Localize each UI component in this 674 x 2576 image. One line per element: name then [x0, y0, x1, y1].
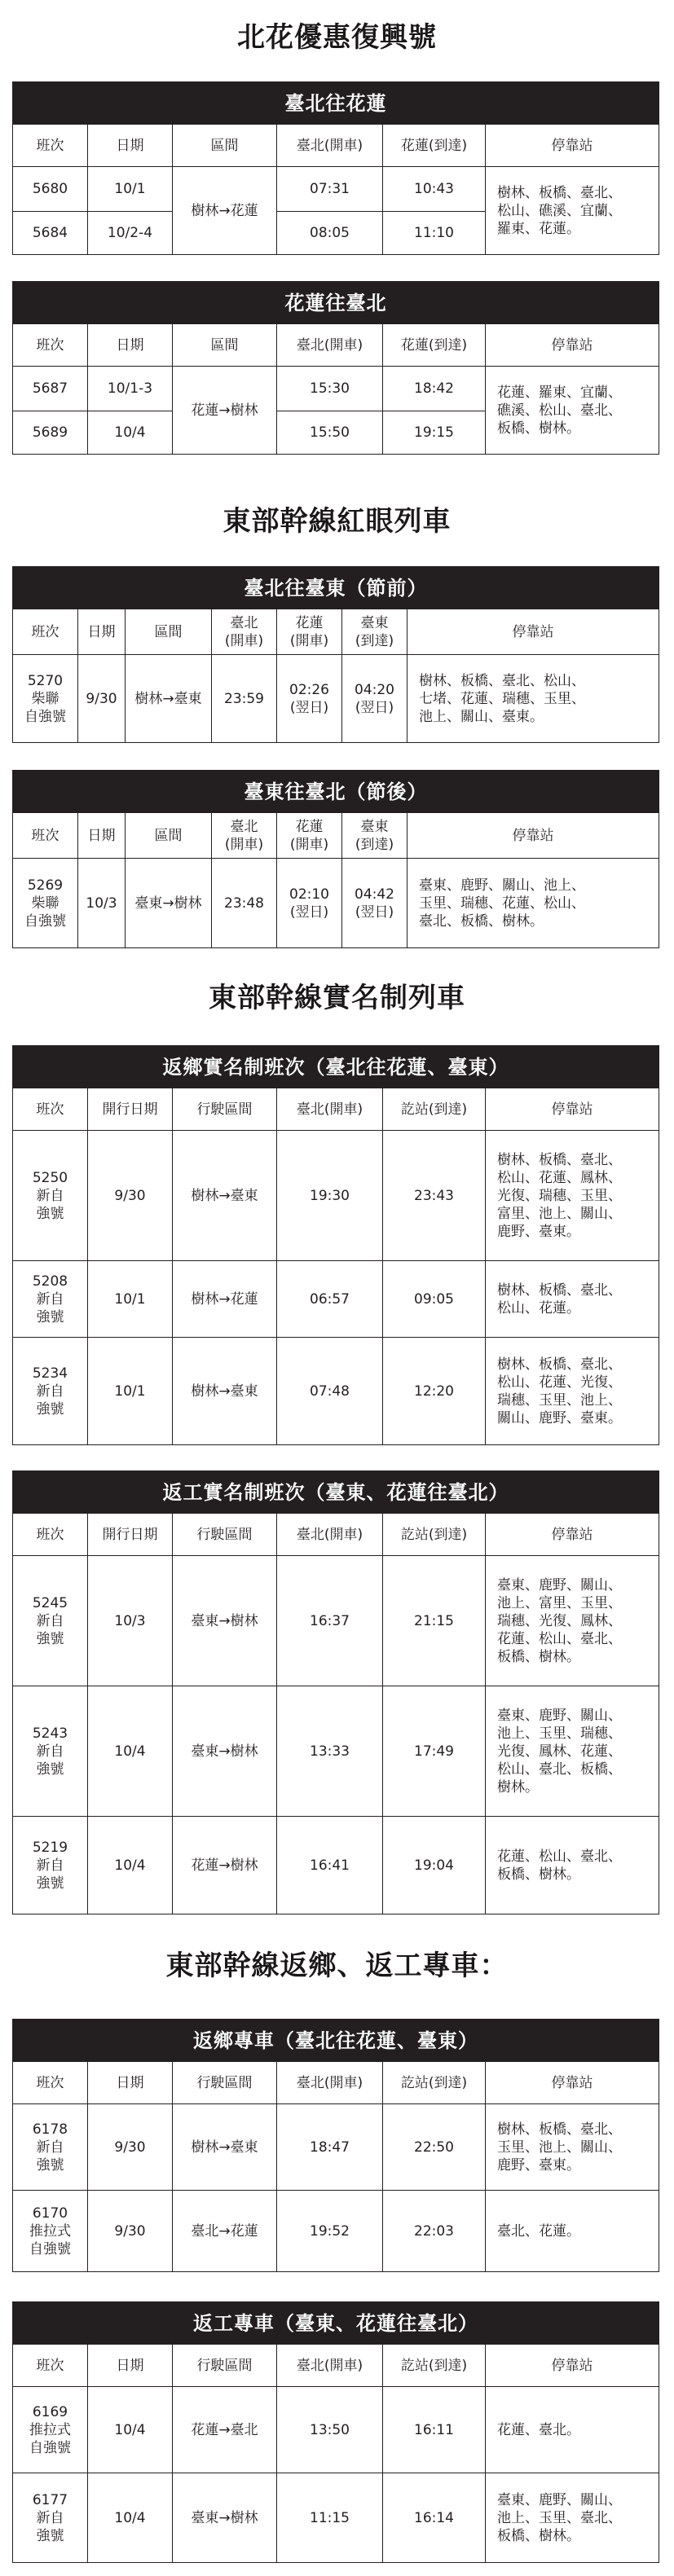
column-header: 臺北(開車)	[277, 2062, 383, 2104]
stops-cell: 花蓮、松山、臺北、 板橋、樹林。	[486, 1817, 659, 1914]
column-header: 停靠站	[407, 609, 659, 655]
timetable-return-special	[12, 2301, 659, 2563]
timetable-taipei-to-hualien	[12, 81, 659, 255]
arrive-time: 04:20 (翌日)	[342, 655, 407, 743]
stops-cell: 臺東、鹿野、關山、 池上、玉里、臺北、 板橋、樹林。	[486, 2473, 659, 2563]
column-header: 日期	[88, 2345, 173, 2387]
date-cell: 9/30	[88, 1131, 173, 1261]
table-row	[13, 1131, 659, 1261]
arrive-time: 09:05	[383, 1261, 486, 1338]
date-cell: 10/4	[88, 1817, 173, 1914]
column-header: 停靠站	[486, 1514, 659, 1556]
stops-cell: 臺東、鹿野、關山、 池上、富里、玉里、 瑞穗、光復、鳳林、 花蓮、松山、臺北、 板橋、樹林。	[486, 1556, 659, 1686]
column-header: 日期	[88, 324, 173, 367]
route-cell: 樹林→花蓮	[173, 1261, 277, 1338]
column-header: 停靠站	[486, 2345, 659, 2387]
date-cell: 9/30	[88, 2191, 173, 2272]
route-cell: 樹林→臺東	[173, 2104, 277, 2191]
column-header: 班次	[13, 1514, 88, 1556]
column-header: 臺東 (到達)	[342, 609, 407, 655]
arrive-time: 16:11	[383, 2387, 486, 2473]
timetable-homebound-realname	[12, 1045, 659, 1445]
column-header: 行駛區間	[173, 2062, 277, 2104]
train-number: 5219 新自 強號	[13, 1817, 88, 1914]
table-row	[13, 1686, 659, 1817]
arrive-time: 21:15	[383, 1556, 486, 1686]
stops-cell: 花蓮、羅東、宜蘭、 礁溪、松山、臺北、 板橋、樹林。	[486, 367, 659, 455]
date-cell: 10/4	[88, 2387, 173, 2473]
table-row	[13, 859, 659, 948]
depart-time: 13:50	[277, 2387, 383, 2473]
arrive-time: 22:50	[383, 2104, 486, 2191]
section-title: 東部幹線紅眼列車	[222, 505, 452, 538]
train-number: 6170 推拉式 自強號	[13, 2191, 88, 2272]
arrive-time: 23:43	[383, 1131, 486, 1261]
date-cell: 10/3	[88, 1556, 173, 1686]
column-header: 訖站(到達)	[383, 1514, 486, 1556]
column-header: 班次	[13, 2345, 88, 2387]
stops-cell: 花蓮、臺北。	[486, 2387, 659, 2473]
stops-cell: 樹林、板橋、臺北、 松山、礁溪、宜蘭、 羅東、花蓮。	[486, 167, 659, 255]
train-number: 5208 新自 強號	[13, 1261, 88, 1338]
arrive-time: 12:20	[383, 1338, 486, 1445]
route-cell: 樹林→臺東	[173, 1338, 277, 1445]
train-number: 6169 推拉式 自強號	[13, 2387, 88, 2473]
column-header: 區間	[173, 125, 277, 167]
table-row	[13, 1338, 659, 1445]
table-caption: 臺北往臺東（節前）	[13, 567, 659, 609]
stops-cell: 樹林、板橋、臺北、 松山、花蓮、光復、 瑞穗、玉里、池上、 關山、鹿野、臺東。	[486, 1338, 659, 1445]
depart-time: 18:47	[277, 2104, 383, 2191]
table-row	[13, 2104, 659, 2191]
arrive-time: 19:15	[383, 411, 486, 455]
date-cell: 10/4	[88, 1686, 173, 1817]
route-cell: 樹林→臺東	[173, 1131, 277, 1261]
stops-cell: 臺東、鹿野、關山、池上、 玉里、瑞穗、花蓮、松山、 臺北、板橋、樹林。	[407, 859, 659, 948]
table-caption: 臺北往花蓮	[13, 82, 659, 125]
arrive-time: 17:49	[383, 1686, 486, 1817]
route-cell: 花蓮→臺北	[173, 2387, 277, 2473]
depart-time: 06:57	[277, 1261, 383, 1338]
column-header: 區間	[173, 324, 277, 367]
column-header: 臺北(開車)	[277, 324, 383, 367]
arrive-time: 11:10	[383, 212, 486, 255]
depart-time: 15:50	[277, 411, 383, 455]
hualien-time: 02:26 (翌日)	[277, 655, 342, 743]
column-header: 臺東 (到達)	[342, 813, 407, 859]
train-number: 5234 新自 強號	[13, 1338, 88, 1445]
column-header: 開行日期	[88, 1088, 173, 1131]
column-header: 區間	[126, 609, 212, 655]
table-row	[13, 655, 659, 743]
depart-time: 16:37	[277, 1556, 383, 1686]
arrive-time: 10:43	[383, 167, 486, 212]
table-caption: 臺東往臺北（節後）	[13, 771, 659, 813]
column-header: 班次	[13, 125, 88, 167]
column-header: 日期	[78, 813, 126, 859]
route-cell: 花蓮→樹林	[173, 367, 277, 455]
column-header: 停靠站	[486, 125, 659, 167]
arrive-time: 18:42	[383, 367, 486, 411]
column-header: 花蓮 (開車)	[277, 813, 342, 859]
column-header: 停靠站	[486, 1088, 659, 1131]
train-number: 5684	[13, 212, 88, 255]
column-header: 班次	[13, 324, 88, 367]
stops-cell: 臺東、鹿野、關山、 池上、玉里、瑞穗、 光復、鳳林、花蓮、 松山、臺北、板橋、 樹林。	[486, 1686, 659, 1817]
arrive-time: 04:42 (翌日)	[342, 859, 407, 948]
column-header: 日期	[88, 2062, 173, 2104]
depart-time: 07:31	[277, 167, 383, 212]
timetable-return-realname	[12, 1470, 659, 1914]
column-header: 停靠站	[486, 2062, 659, 2104]
stops-cell: 臺北、花蓮。	[486, 2191, 659, 2272]
column-header: 花蓮(到達)	[383, 324, 486, 367]
column-header: 行駛區間	[173, 1514, 277, 1556]
column-header: 區間	[126, 813, 212, 859]
train-number: 5269 柴聯 自強號	[13, 859, 78, 948]
train-number: 6178 新自 強號	[13, 2104, 88, 2191]
column-header: 訖站(到達)	[383, 2345, 486, 2387]
stops-cell: 樹林、板橋、臺北、 松山、花蓮。	[486, 1261, 659, 1338]
depart-time: 13:33	[277, 1686, 383, 1817]
route-cell: 樹林→花蓮	[173, 167, 277, 255]
table-row	[13, 1261, 659, 1338]
date-cell: 10/4	[88, 411, 173, 455]
table-caption: 返鄉專車（臺北往花蓮、臺東）	[13, 2020, 659, 2062]
column-header: 班次	[13, 813, 78, 859]
timetable-taitung-to-taipei-redeye	[12, 770, 659, 948]
train-number: 5243 新自 強號	[13, 1686, 88, 1817]
column-header: 臺北 (開車)	[212, 609, 277, 655]
table-row	[13, 367, 659, 411]
train-number: 6177 新自 強號	[13, 2473, 88, 2563]
table-row	[13, 2387, 659, 2473]
depart-time: 07:48	[277, 1338, 383, 1445]
hualien-time: 02:10 (翌日)	[277, 859, 342, 948]
date-cell: 10/3	[78, 859, 126, 948]
column-header: 日期	[88, 125, 173, 167]
section-title: 北花優惠復興號	[237, 21, 437, 54]
route-cell: 臺東→樹林	[173, 1686, 277, 1817]
date-cell: 10/2-4	[88, 212, 173, 255]
section-title: 東部幹線返鄉、返工專車：	[165, 1950, 509, 1982]
column-header: 日期	[78, 609, 126, 655]
arrive-time: 16:14	[383, 2473, 486, 2563]
timetable-hualien-to-taipei	[12, 281, 659, 455]
depart-time: 16:41	[277, 1817, 383, 1914]
table-row	[13, 1817, 659, 1914]
table-caption: 返鄉實名制班次（臺北往花蓮、臺東）	[13, 1046, 659, 1088]
date-cell: 10/1-3	[88, 367, 173, 411]
column-header: 班次	[13, 609, 78, 655]
table-caption: 返工實名制班次（臺東、花蓮往臺北）	[13, 1471, 659, 1514]
stops-cell: 樹林、板橋、臺北、松山、 七堵、花蓮、瑞穗、玉里、 池上、關山、臺東。	[407, 655, 659, 743]
table-row	[13, 2473, 659, 2563]
table-caption: 返工專車（臺東、花蓮往臺北）	[13, 2302, 659, 2345]
table-row	[13, 2191, 659, 2272]
column-header: 班次	[13, 2062, 88, 2104]
date-cell: 9/30	[78, 655, 126, 743]
date-cell: 10/4	[88, 2473, 173, 2563]
date-cell: 10/1	[88, 1338, 173, 1445]
timetable-taipei-to-taitung-redeye	[12, 566, 659, 743]
depart-time: 19:30	[277, 1131, 383, 1261]
route-cell: 臺東→樹林	[126, 859, 212, 948]
column-header: 花蓮(到達)	[383, 125, 486, 167]
train-number: 5250 新自 強號	[13, 1131, 88, 1261]
column-header: 臺北(開車)	[277, 125, 383, 167]
train-number: 5270 柴聯 自強號	[13, 655, 78, 743]
table-caption: 花蓮往臺北	[13, 282, 659, 324]
depart-time: 11:15	[277, 2473, 383, 2563]
train-number: 5687	[13, 367, 88, 411]
route-cell: 臺東→樹林	[173, 1556, 277, 1686]
stops-cell: 樹林、板橋、臺北、 玉里、池上、關山、 鹿野、臺東。	[486, 2104, 659, 2191]
date-cell: 10/1	[88, 167, 173, 212]
depart-time: 23:48	[212, 859, 277, 948]
column-header: 訖站(到達)	[383, 2062, 486, 2104]
table-row	[13, 167, 659, 212]
column-header: 停靠站	[407, 813, 659, 859]
depart-time: 15:30	[277, 367, 383, 411]
column-header: 停靠站	[486, 324, 659, 367]
column-header: 臺北(開車)	[277, 1514, 383, 1556]
section-title: 東部幹線實名制列車	[209, 982, 465, 1014]
arrive-time: 22:03	[383, 2191, 486, 2272]
route-cell: 花蓮→樹林	[173, 1817, 277, 1914]
depart-time: 23:59	[212, 655, 277, 743]
column-header: 臺北 (開車)	[212, 813, 277, 859]
column-header: 行駛區間	[173, 2345, 277, 2387]
depart-time: 19:52	[277, 2191, 383, 2272]
stops-cell: 樹林、板橋、臺北、 松山、花蓮、鳳林、 光復、瑞穗、玉里、 富里、池上、關山、 鹿野、臺東。	[486, 1131, 659, 1261]
column-header: 臺北(開車)	[277, 2345, 383, 2387]
table-row	[13, 1556, 659, 1686]
column-header: 臺北(開車)	[277, 1088, 383, 1131]
date-cell: 9/30	[88, 2104, 173, 2191]
column-header: 花蓮 (開車)	[277, 609, 342, 655]
route-cell: 臺北→花蓮	[173, 2191, 277, 2272]
arrive-time: 19:04	[383, 1817, 486, 1914]
date-cell: 10/1	[88, 1261, 173, 1338]
train-number: 5689	[13, 411, 88, 455]
column-header: 訖站(到達)	[383, 1088, 486, 1131]
column-header: 行駛區間	[173, 1088, 277, 1131]
timetable-homebound-special	[12, 2019, 659, 2272]
route-cell: 臺東→樹林	[173, 2473, 277, 2563]
route-cell: 樹林→臺東	[126, 655, 212, 743]
depart-time: 08:05	[277, 212, 383, 255]
train-number: 5245 新自 強號	[13, 1556, 88, 1686]
train-number: 5680	[13, 167, 88, 212]
column-header: 開行日期	[88, 1514, 173, 1556]
column-header: 班次	[13, 1088, 88, 1131]
